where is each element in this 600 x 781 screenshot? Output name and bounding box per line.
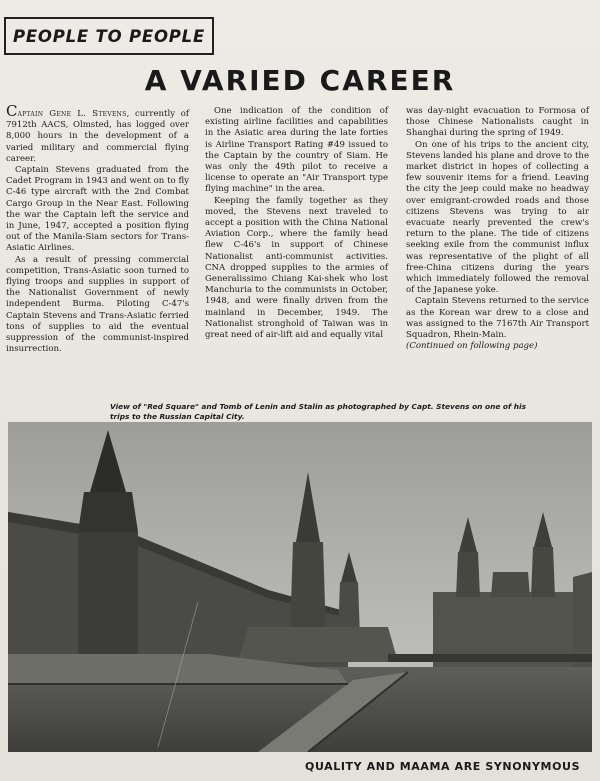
photo-caption: View of "Red Square" and Tomb of Lenin and Stalin as photographed by Capt. Stevens on one of his trips to the Russian Capital City. (110, 402, 526, 421)
footer-slogan: QUALITY AND MAAMA ARE SYNONYMOUS (305, 760, 581, 773)
paragraph (6, 102, 190, 165)
paragraph: As a result of pressing commercial competition, Trans-Asiatic soon turned to flying troops and supplies in support of the Nationalist Government of newly independent Burma. Piloting C-47's Captain Stevens and Trans-Asiatic ferried tons of supplies to aid the eventual suppression of the communist-inspired insurrection. (6, 254, 189, 355)
central-spire (290, 542, 326, 637)
article-column-3 (406, 106, 589, 352)
paragraph: Captain Stevens graduated from the Cadet Program in 1943 and went on to fly C-46 type aircraft with the 2nd Combat Cargo Group in the Near East. Following the war the Captain left the service and in June, 1947, accepted a position flying out of the Manila-Siam sectors for Trans-Asiatic Airlines. (6, 165, 189, 254)
kremlin-tower (78, 532, 138, 667)
paragraph: Keeping the family together as they moved, the Stevens next traveled to accept a position with the China National Aviation Corp., where the family head flew C-46's in support of Chinese Nationalist anti-communist activities. CNA dropped supplies to the armies of Generalissimo Chiang Kai-shek who lost Manchuria to the communists in October, 1948, and were finally driven from the mainland in December, 1949. The Nationalist stronghold of Taiwan was in great need of air-lift aid and equally vital (205, 195, 388, 341)
mausoleum (238, 627, 398, 662)
paragraph: One indication of the condition of existing airline facilities and capabilities in the Asiatic area during the late forties is Airline Transport Rating #49 issued to the Captain by the country of Siam. He was only the 49th pilot to receive a license to operate an "Air Transport type flying machine" in the area. (205, 106, 388, 195)
article-column-1 (6, 102, 190, 355)
paragraph: On one of his trips to the ancient city, Stevens landed his plane and drove to the market district in hopes of collecting a few souvenir items for a friend. Leaving the city the jeep could make no headway over emigrant-crowded roads and those citizens Stevens was trying to air evacuate nearly prevented the crew's return to the plane. The tide of citizens seeking exile from the communist influx was representative of the plight of all free-China citizens during the years which immediately followed the removal of the Japanese yoke. (406, 139, 589, 296)
continued-note: (Continued on following page) (406, 341, 538, 352)
section-label: PEOPLE TO PEOPLE (4, 17, 214, 55)
author-name: aptain Gene L. Stevens (17, 109, 127, 119)
article-column-2 (205, 106, 388, 341)
paragraph: was day-night evacuation to Formosa of those Chinese Nationalists caught in Shanghai during the spring of 1949. (406, 106, 589, 139)
drop-cap: C (6, 102, 18, 120)
paragraph-text: , currently of 7912th AACS, Olmsted, has logged over 8,000 hours in the development of a varied military and commercial flying career. (6, 109, 190, 164)
paragraph: Captain Stevens returned to the service as the Korean war drew to a close and was assigned to the 7167th Air Transport Squadron, Rhein-Main. (406, 296, 589, 341)
red-square-photo (8, 422, 592, 752)
article-headline: A VARIED CAREER (144, 64, 456, 97)
